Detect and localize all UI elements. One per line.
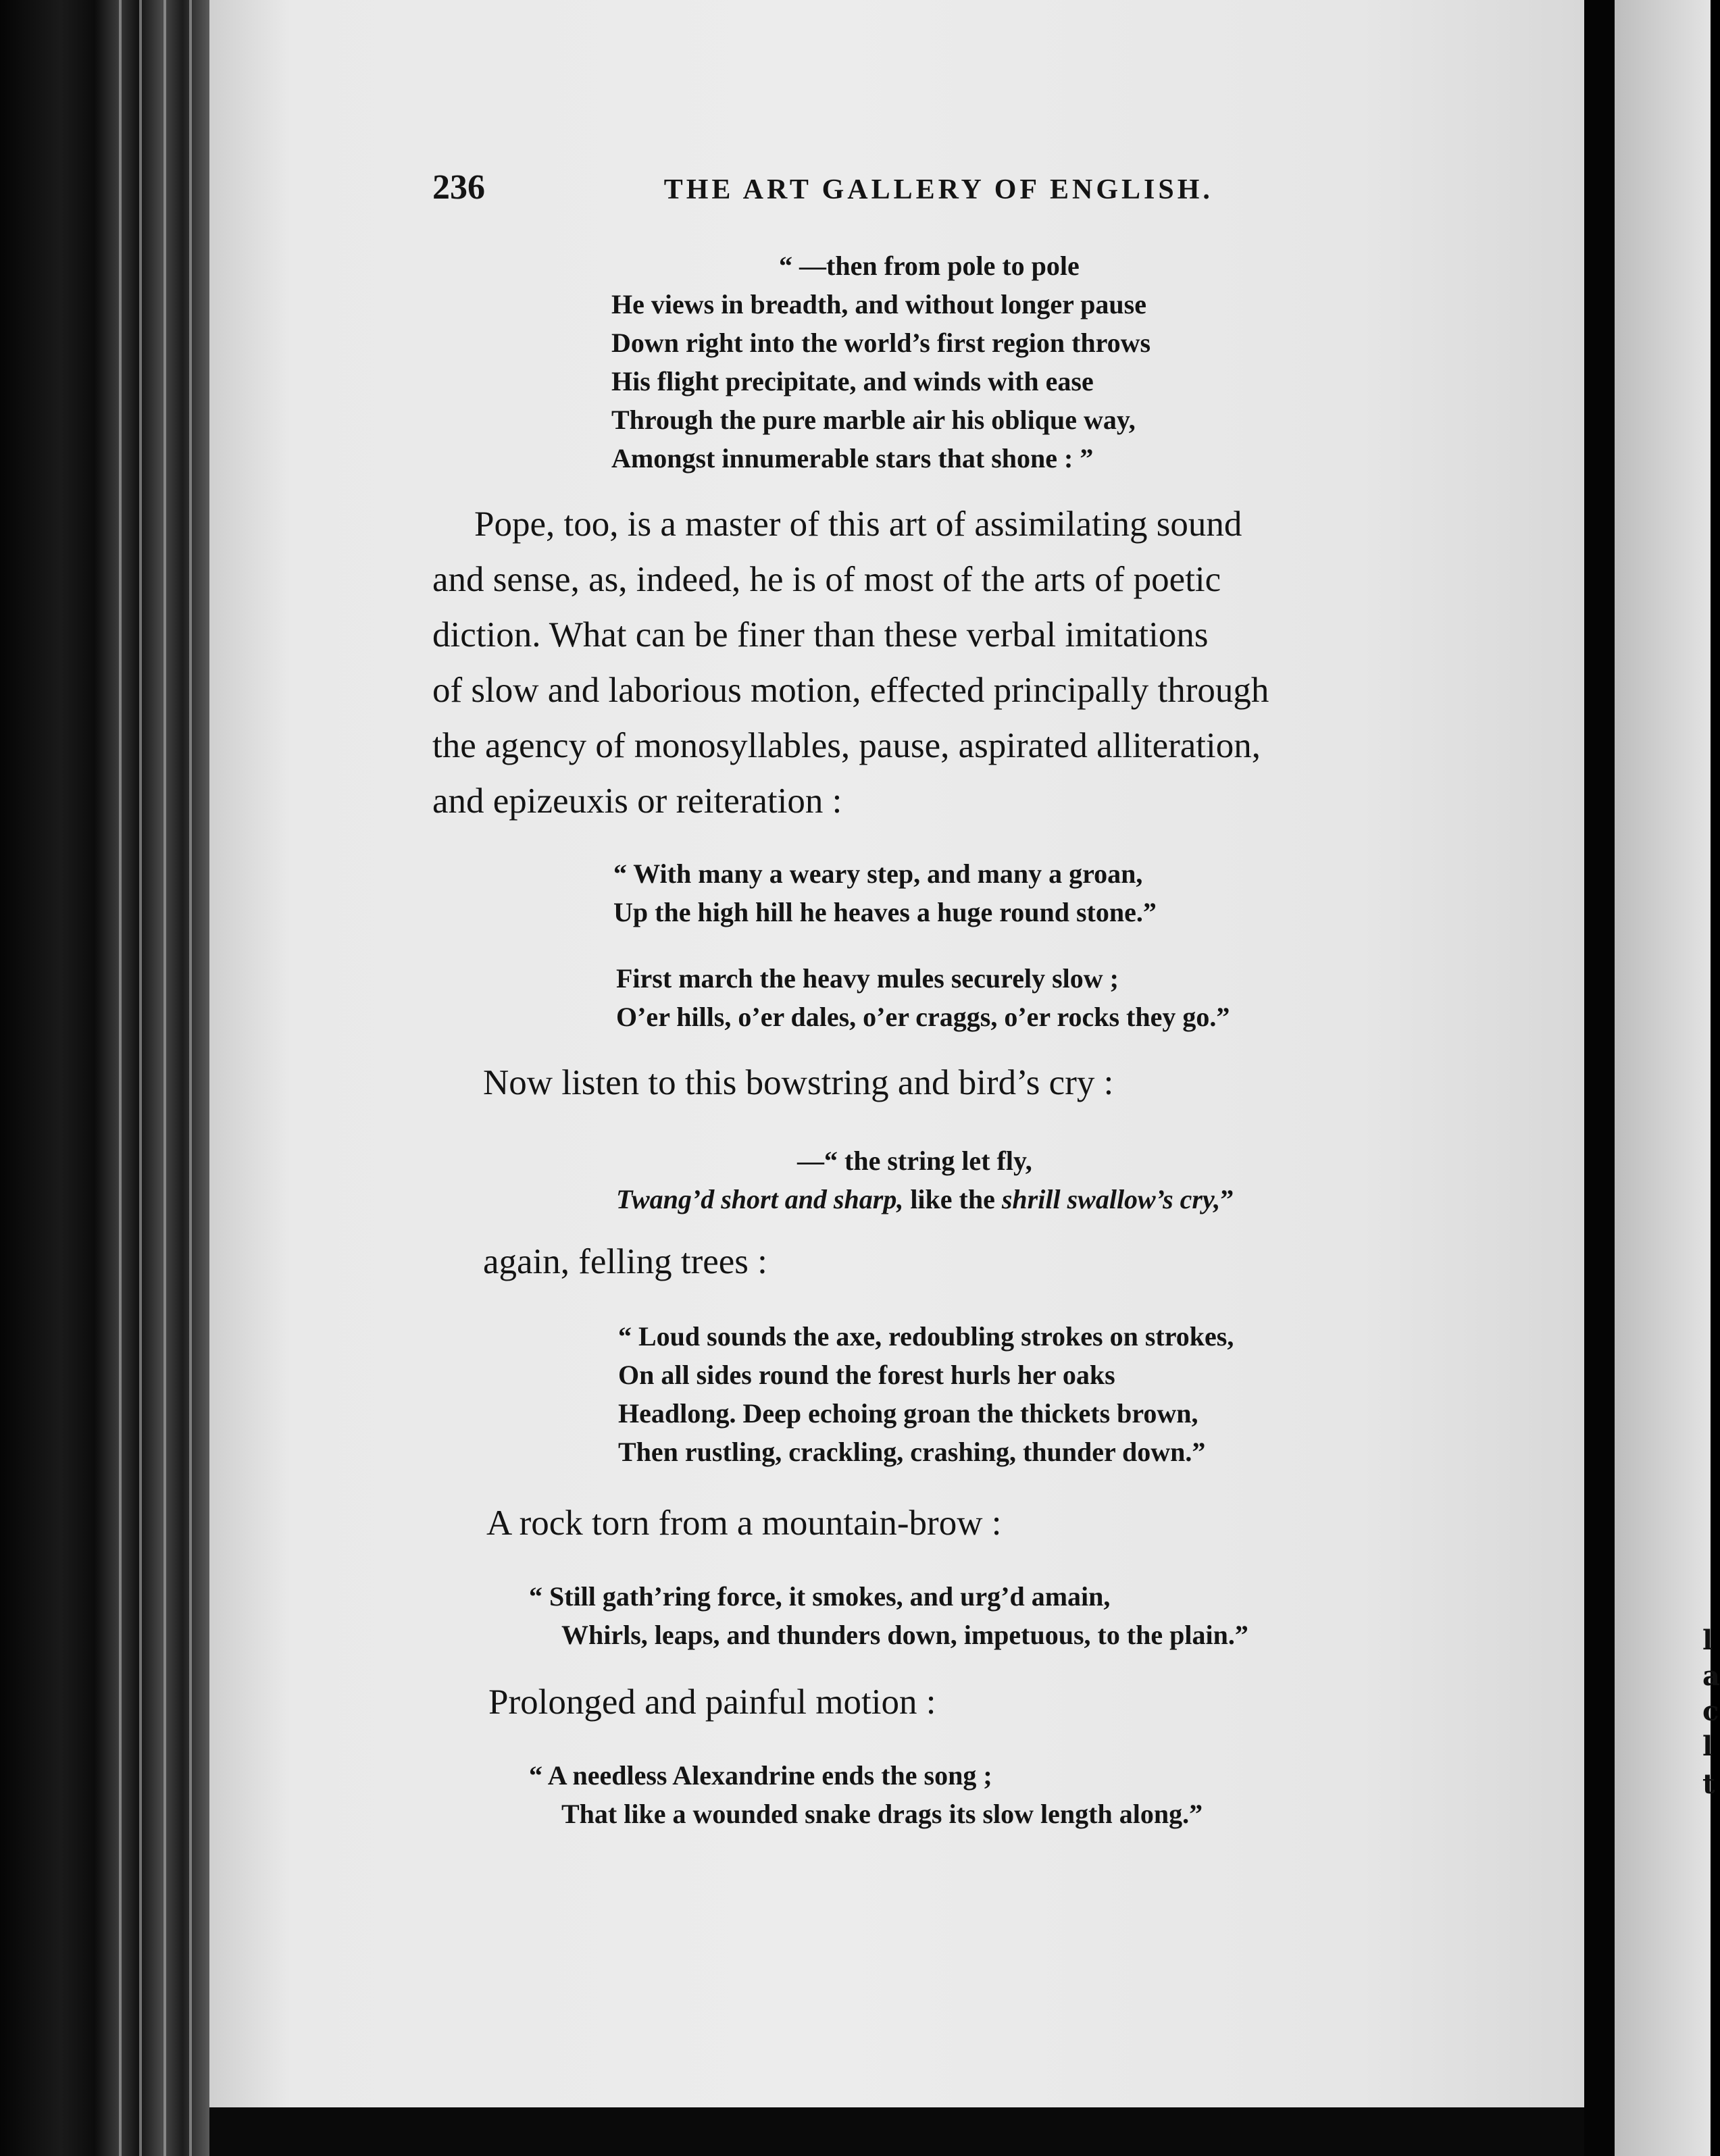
adjacent-page-letter: c (1702, 1695, 1719, 1727)
prose-line: diction. What can be finer than these verbal imitations (432, 615, 1209, 654)
verse-line: “ Still gath’ring force, it smokes, and urg’d amain, (529, 1581, 1111, 1612)
verse-line: “ Loud sounds the axe, redoubling strokes on strokes, (618, 1321, 1234, 1352)
plain-phrase: like the (903, 1184, 1002, 1214)
verse-line: Amongst innumerable stars that shone : ” (611, 443, 1094, 473)
verse-line: His flight precipitate, and winds with ease (611, 366, 1094, 396)
lead-line-bowstring: Now listen to this bowstring and bird’s cry : (483, 1063, 1114, 1102)
italic-phrase: Twang’d short and sharp, (616, 1184, 904, 1214)
verse-line: That like a wounded snake drags its slow length along.” (561, 1799, 1203, 1829)
italic-phrase: shrill swallow’s cry, (1001, 1184, 1221, 1214)
adjacent-page-letter: l (1702, 1624, 1713, 1656)
prose-line: and sense, as, indeed, he is of most of the arts of poetic (432, 560, 1221, 599)
verse-line: He views in breadth, and without longer pause (611, 289, 1146, 319)
adjacent-page-sliver (1615, 0, 1720, 2156)
page-number: 236 (432, 168, 485, 207)
verse-line: “ —then from pole to pole (779, 251, 1080, 281)
verse-line: Headlong. Deep echoing groan the thickets brown, (618, 1398, 1198, 1429)
verse-line: First march the heavy mules securely slow ; (616, 963, 1119, 994)
verse-line: Up the high hill he heaves a huge round stone.” (613, 897, 1157, 927)
adjacent-page-letter: l (1702, 1730, 1713, 1762)
verse-line: Down right into the world’s first region throws (611, 328, 1151, 358)
verse-line: Then rustling, crackling, crashing, thunder down.” (618, 1437, 1206, 1467)
lead-line-motion: Prolonged and painful motion : (488, 1683, 936, 1722)
prose-line: of slow and laborious motion, effected principally through (432, 671, 1269, 710)
verse-line: “ A needless Alexandrine ends the song ; (529, 1760, 992, 1791)
paragraph-pope (432, 496, 1486, 829)
verse-quote-milton (611, 247, 1150, 478)
adjacent-page-letter: t (1702, 1768, 1715, 1800)
page-bottom-shadow (209, 2107, 1584, 2156)
lead-line-rock: A rock torn from a mountain-brow : (486, 1504, 1002, 1543)
verse-quote-mules (616, 959, 1230, 1036)
prose-line: the agency of monosyllables, pause, aspirated alliteration, (432, 726, 1261, 765)
verse-line: “ With many a weary step, and many a groan, (613, 858, 1143, 889)
running-title: THE ART GALLERY OF ENGLISH. (663, 174, 1213, 205)
verse-quote-rock (529, 1577, 1248, 1654)
closing-quote: ” (1220, 1184, 1234, 1214)
prose-line: Pope, too, is a master of this art of assimilating sound (474, 505, 1242, 544)
verse-quote-trees (618, 1317, 1234, 1471)
page-gutter (1584, 0, 1615, 2156)
verse-line: O’er hills, o’er dales, o’er craggs, o’er rocks they go.” (616, 1002, 1230, 1032)
verse-line: On all sides round the forest hurls her oaks (618, 1360, 1115, 1390)
verse-line: —“ the string let fly, (797, 1146, 1032, 1176)
verse-quote-bowstring (616, 1141, 1234, 1218)
verse-quote-motion (529, 1756, 1203, 1833)
verse-line (616, 1180, 1234, 1218)
verse-line: Through the pure marble air his oblique way, (611, 405, 1136, 435)
running-head (432, 168, 1486, 207)
verse-quote-groan (613, 854, 1157, 931)
lead-line-trees: again, felling trees : (483, 1242, 767, 1281)
adjacent-page-letter: a (1702, 1660, 1720, 1692)
prose-line: and epizeuxis or reiteration : (432, 781, 842, 821)
verse-line: Whirls, leaps, and thunders down, impetuous, to the plain.” (561, 1620, 1248, 1650)
